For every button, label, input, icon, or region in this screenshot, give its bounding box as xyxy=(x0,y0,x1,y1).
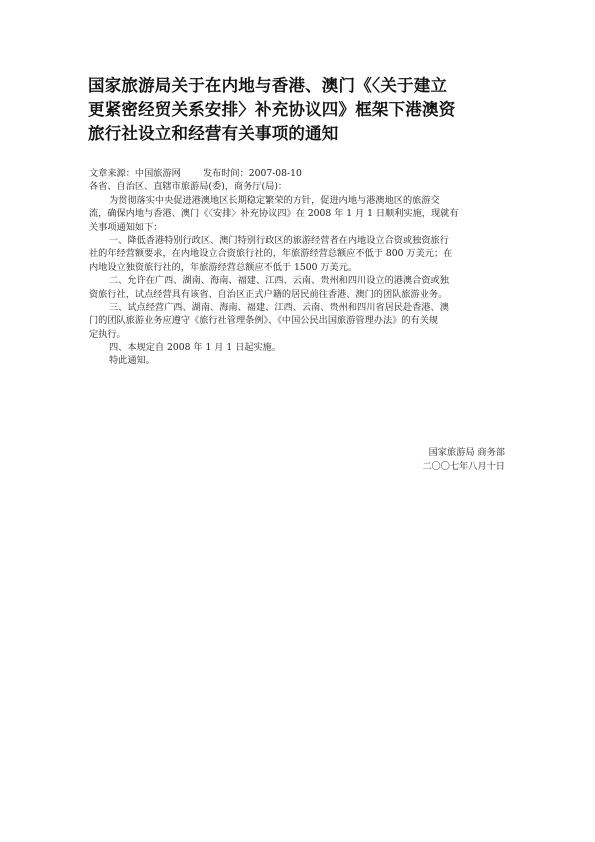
paragraph-line: 四、本规定自 2008 年 1 月 1 日起实施。 xyxy=(109,342,282,354)
paragraph-line: 资旅行社，试点经营具有该省、自治区正式户籍的居民前往香港、澳门的团队旅游业务。 xyxy=(89,288,448,300)
title-line-1: 国家旅游局关于在内地与香港、澳门《〈关于建立 xyxy=(88,76,448,95)
signature-block xyxy=(422,446,505,473)
paragraph-item-4 xyxy=(89,341,519,354)
addressee: 各省、自治区、直辖市旅游局(委)，商务厅(局)： xyxy=(89,181,288,193)
paragraph-intro xyxy=(89,194,519,234)
article-source: 文章来源：中国旅游网 xyxy=(89,168,181,179)
meta-line xyxy=(89,167,519,180)
issue-date: 二〇〇七年八月十日 xyxy=(422,460,505,472)
paragraph-line: 一、降低香港特别行政区、澳门特别行政区的旅游经营者在内地设立合资或独资旅行 xyxy=(109,234,449,246)
paragraph-line: 内地设立独资旅行社的，年旅游经营总额应不低于 1500 万美元。 xyxy=(89,261,358,273)
publish-date: 发布时间：2007-08-10 xyxy=(202,168,302,179)
paragraph-item-2 xyxy=(89,274,519,301)
paragraph-line: 门的团队旅游业务应遵守《旅行社管理条例》、《中国公民出国旅游管理办法》的有关规 xyxy=(89,315,439,327)
issuing-authorities: 国家旅游局 商务部 xyxy=(428,447,505,458)
document-body xyxy=(89,167,519,368)
paragraph-line: 三、试点经营广西、湖南、海南、福建、江西、云南、贵州和四川省居民赴香港、澳 xyxy=(109,301,449,313)
title-line-3: 旅行社设立和经营有关事项的通知 xyxy=(88,124,339,143)
paragraph-line: 定执行。 xyxy=(89,328,126,340)
paragraph-line: 关事项通知如下： xyxy=(89,221,163,233)
paragraph-line: 特此通知。 xyxy=(109,355,155,367)
document-title xyxy=(88,74,518,146)
paragraph-line: 二、允许在广西、湖南、海南、福建、江西、云南、贵州和四川设立的港澳合资或独 xyxy=(109,275,449,287)
paragraph-line: 为贯彻落实中央促进港澳地区长期稳定繁荣的方针，促进内地与港澳地区的旅游交 xyxy=(109,194,440,206)
paragraph-item-3 xyxy=(89,301,519,341)
title-line-2: 更紧密经贸关系安排〉补充协议四》框架下港澳资 xyxy=(88,100,456,119)
paragraph-line: 社的年经营额要求，在内地设立合资旅行社的，年旅游经营总额应不低于 800 万美元；在 xyxy=(89,248,453,260)
paragraph-line: 流，确保内地与香港、澳门《〈安排〉补充协议四》在 2008 年 1 月 1 日顺利实施，现就有 xyxy=(89,208,459,220)
paragraph-closing xyxy=(89,354,519,367)
paragraph-item-1 xyxy=(89,234,519,274)
